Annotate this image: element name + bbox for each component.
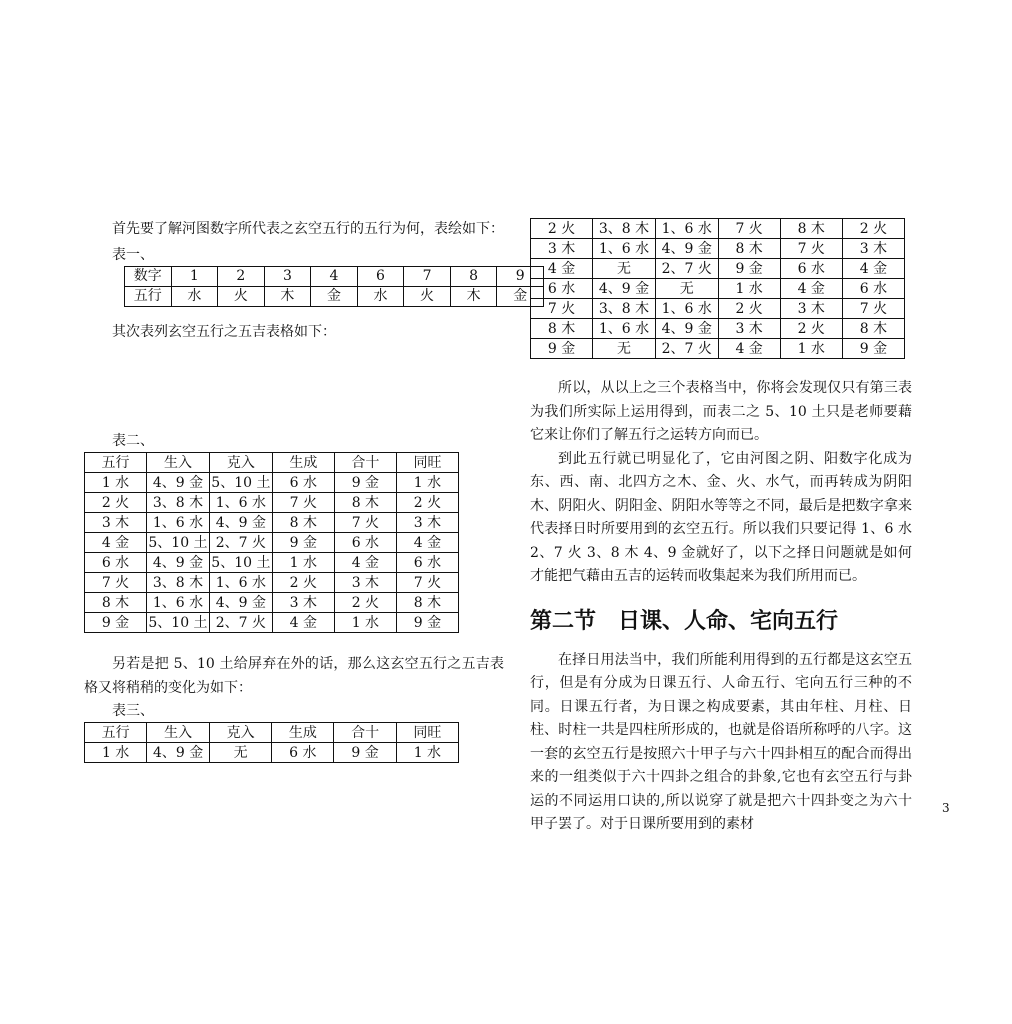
table-cell: 2 火 (718, 299, 780, 319)
table-cell: 3 木 (780, 299, 842, 319)
summary-paragraph: 所以，从以上之三个表格当中，你将会发现仅只有第三表为我们所实际上运用得到，而表二之 5、10 土只是老师要藉它来让你们了解五行之运转方向而已。 (530, 380, 912, 443)
table3-label: 表三、 (112, 703, 154, 719)
table-row (85, 453, 459, 473)
table-row (125, 266, 544, 286)
table-cell: 4、9 金 (147, 473, 210, 493)
table-cell: 1 (171, 266, 218, 286)
table-cell: 合十 (334, 723, 396, 743)
table-cell: 金 (497, 286, 544, 306)
table-cell: 6 (357, 266, 404, 286)
table-cell: 6 水 (334, 533, 396, 553)
table-cell: 3、8 木 (147, 573, 210, 593)
table-cell: 4 金 (718, 339, 780, 359)
table-cell: 9 金 (842, 339, 904, 359)
table-cell: 克入 (209, 453, 272, 473)
table-row (531, 299, 905, 319)
table-cell: 1、6 水 (655, 299, 718, 319)
page-number: 3 (942, 801, 950, 815)
table-cell: 8 (450, 266, 497, 286)
table-cell: 3、8 木 (593, 299, 656, 319)
table-cell: 金 (311, 286, 358, 306)
table-cell: 同旺 (396, 723, 458, 743)
table-cell: 9 (497, 266, 544, 286)
table-cell: 9 金 (85, 613, 147, 633)
table-cell: 2、7 火 (655, 339, 718, 359)
table-cell: 1、6 水 (147, 593, 210, 613)
explanation-paragraph: 到此五行就已明显化了，它由河图之阴、阳数字化成为东、西、南、北四方之木、金、火、水气，而再转成为阴阳木、阴阳火、阴阳金、阴阳水等等之不同，最后是把数字拿来代表择日时所要用到的玄空五行。所以我们只要记得 1、6 水 2、7 火 3、8 木 4、9 金就好了，以下之择日问题就是如何才能把气藉由五吉的运转而收集起来为我们所用而已。 (530, 450, 912, 584)
table-cell: 1、6 水 (209, 573, 272, 593)
table-cell: 8 木 (272, 513, 334, 533)
table-cell: 1 水 (85, 743, 147, 763)
table-cell: 1 水 (334, 613, 396, 633)
table-cell: 1、6 水 (147, 513, 210, 533)
table-cell: 8 木 (780, 219, 842, 239)
left-column (84, 218, 528, 763)
table-cell: 4、9 金 (655, 319, 718, 339)
table-cell: 9 金 (334, 473, 396, 493)
section-heading: 第二节 日课、人命、宅向五行 (530, 608, 839, 634)
table-cell: 3 (264, 266, 311, 286)
intro-paragraph: 首先要了解河图数字所代表之玄空五行的五行为何，表绘如下： (112, 221, 504, 237)
table-cell: 4 金 (272, 613, 334, 633)
table-cell: 5、10 土 (148, 614, 208, 631)
table-cell: 1、6 水 (655, 219, 718, 239)
table-cell: 水 (357, 286, 404, 306)
table1-label: 表一、 (112, 246, 154, 263)
table-cell: 7 火 (334, 513, 396, 533)
table-row (85, 553, 459, 573)
table-cell: 1 水 (718, 279, 780, 299)
table-cell: 数字 (125, 266, 172, 286)
table-row (85, 493, 459, 513)
table-cell: 9 金 (272, 533, 334, 553)
table-cell: 无 (209, 743, 271, 763)
table2-five-fortunes (84, 452, 459, 633)
table-cell: 1 水 (396, 473, 458, 493)
table2-label: 表二、 (112, 433, 154, 449)
table-cell: 4 金 (85, 533, 147, 553)
table-cell: 6 水 (85, 553, 147, 573)
table-row (85, 573, 459, 593)
table-cell: 1、6 水 (209, 493, 272, 513)
table-cell: 6 水 (272, 473, 334, 493)
table-cell: 五行 (125, 286, 172, 306)
table-cell: 8 木 (842, 319, 904, 339)
table-row (85, 473, 459, 493)
table-row (531, 339, 905, 359)
table-cell: 7 火 (272, 493, 334, 513)
table-cell: 8 木 (334, 493, 396, 513)
table-cell: 木 (450, 286, 497, 306)
table-cell: 2、7 火 (209, 533, 272, 553)
table-cell: 2 火 (272, 573, 334, 593)
table-cell: 2、7 火 (209, 613, 272, 633)
table-cell: 5、10 土 (211, 554, 271, 571)
section-paragraph: 在择日用法当中，我们所能利用得到的五行都是这玄空五行，但是有分成为日课五行、人命五行、宅向五行三种的不同。日课五行者，为日课之构成要素，其由年柱、月柱、日柱、时柱一共是四柱所形成的，也就是俗语所称呼的八字。这一套的玄空五行是按照六十甲子与六十四卦相互的配合而得出来的一组类似于六十四卦之组合的卦象,它也有玄空五行与卦运的不同运用口诀的,所以说穿了就是把六十四卦变之为六十甲子罢了。对于日课所要用到的素材 (530, 651, 912, 832)
table-cell: 4 (311, 266, 358, 286)
table-cell: 4 金 (842, 259, 904, 279)
table-cell: 合十 (334, 453, 396, 473)
table-cell: 8 木 (718, 239, 780, 259)
table-cell: 生入 (147, 723, 210, 743)
table-cell: 6 水 (396, 553, 458, 573)
table-cell: 7 火 (396, 573, 458, 593)
table-cell: 2、7 火 (655, 259, 718, 279)
table-cell: 9 金 (396, 613, 458, 633)
table-cell: 8 木 (531, 319, 593, 339)
table-cell: 1、6 水 (593, 319, 656, 339)
table-cell: 1 水 (780, 339, 842, 359)
table-row (531, 219, 905, 239)
table-cell: 克入 (209, 723, 271, 743)
table-row (531, 279, 905, 299)
table-cell: 火 (218, 286, 265, 306)
table-row (85, 613, 459, 633)
table-cell: 7 火 (531, 299, 593, 319)
table-cell: 2 (218, 266, 265, 286)
table-cell: 7 火 (842, 299, 904, 319)
table-cell: 生入 (147, 453, 210, 473)
table-cell: 9 金 (334, 743, 396, 763)
table-cell: 无 (655, 279, 718, 299)
table3-continued (530, 218, 905, 359)
table-cell: 9 金 (531, 339, 593, 359)
table-row (85, 743, 459, 763)
table-cell: 7 火 (780, 239, 842, 259)
table-cell: 4、9 金 (655, 239, 718, 259)
table-cell: 3 木 (85, 513, 147, 533)
table-cell: 3 木 (718, 319, 780, 339)
table-cell: 7 火 (85, 573, 147, 593)
table-cell: 2 火 (780, 319, 842, 339)
table-cell: 7 火 (718, 219, 780, 239)
table-cell: 7 (404, 266, 451, 286)
table-cell: 4、9 金 (209, 593, 272, 613)
table-cell: 3 木 (396, 513, 458, 533)
table-cell: 木 (264, 286, 311, 306)
table-cell: 生成 (272, 453, 334, 473)
table-cell: 五行 (85, 453, 147, 473)
table3-intro-paragraph: 另若是把 5、10 土给屏弃在外的话，那么这玄空五行之五吉表格又将稍稍的变化为如下： (84, 656, 504, 696)
table-cell: 4、9 金 (147, 553, 210, 573)
table-cell: 6 水 (531, 279, 593, 299)
table-cell: 6 水 (842, 279, 904, 299)
table-row (85, 513, 459, 533)
table-cell: 2 火 (531, 219, 593, 239)
table-cell: 4 金 (334, 553, 396, 573)
table-cell: 水 (171, 286, 218, 306)
table-cell: 3 木 (272, 593, 334, 613)
right-column (530, 218, 912, 837)
table-cell: 无 (593, 259, 656, 279)
table-cell: 同旺 (396, 453, 458, 473)
table-cell: 2 火 (334, 593, 396, 613)
table-cell: 3、8 木 (147, 493, 210, 513)
table-cell: 1 水 (272, 553, 334, 573)
table-cell: 1 水 (396, 743, 458, 763)
table-cell: 无 (593, 339, 656, 359)
table-cell: 2 火 (842, 219, 904, 239)
table-row (85, 723, 459, 743)
table-row (531, 319, 905, 339)
table-cell: 3 木 (842, 239, 904, 259)
table-cell: 生成 (272, 723, 334, 743)
table-row (531, 239, 905, 259)
table-cell: 4、9 金 (147, 743, 210, 763)
table-cell: 5、10 土 (148, 534, 208, 551)
table-row (531, 259, 905, 279)
table-cell: 1、6 水 (593, 239, 656, 259)
table-cell: 4 金 (780, 279, 842, 299)
table-cell: 4、9 金 (593, 279, 656, 299)
table-cell: 5、10 土 (211, 474, 271, 491)
table-cell: 2 火 (85, 493, 147, 513)
table-cell: 3、8 木 (593, 219, 656, 239)
table-cell: 6 水 (272, 743, 334, 763)
table-row (125, 286, 544, 306)
table1-digit-element (124, 266, 544, 307)
table-cell: 8 木 (85, 593, 147, 613)
table-cell: 6 水 (780, 259, 842, 279)
table-cell: 3 木 (531, 239, 593, 259)
table3-five-fortunes (84, 722, 459, 763)
table2-intro-paragraph: 其次表列玄空五行之五吉表格如下： (112, 323, 336, 340)
table-cell: 4、9 金 (209, 513, 272, 533)
table-cell: 4 金 (531, 259, 593, 279)
table-row (85, 533, 459, 553)
table-cell: 1 水 (85, 473, 147, 493)
table-cell: 火 (404, 286, 451, 306)
table-row (85, 593, 459, 613)
table-cell: 9 金 (718, 259, 780, 279)
table-cell: 4 金 (396, 533, 458, 553)
table-cell: 3 木 (334, 573, 396, 593)
table-cell: 五行 (85, 723, 147, 743)
table-cell: 8 木 (396, 593, 458, 613)
table-cell: 2 火 (396, 493, 458, 513)
